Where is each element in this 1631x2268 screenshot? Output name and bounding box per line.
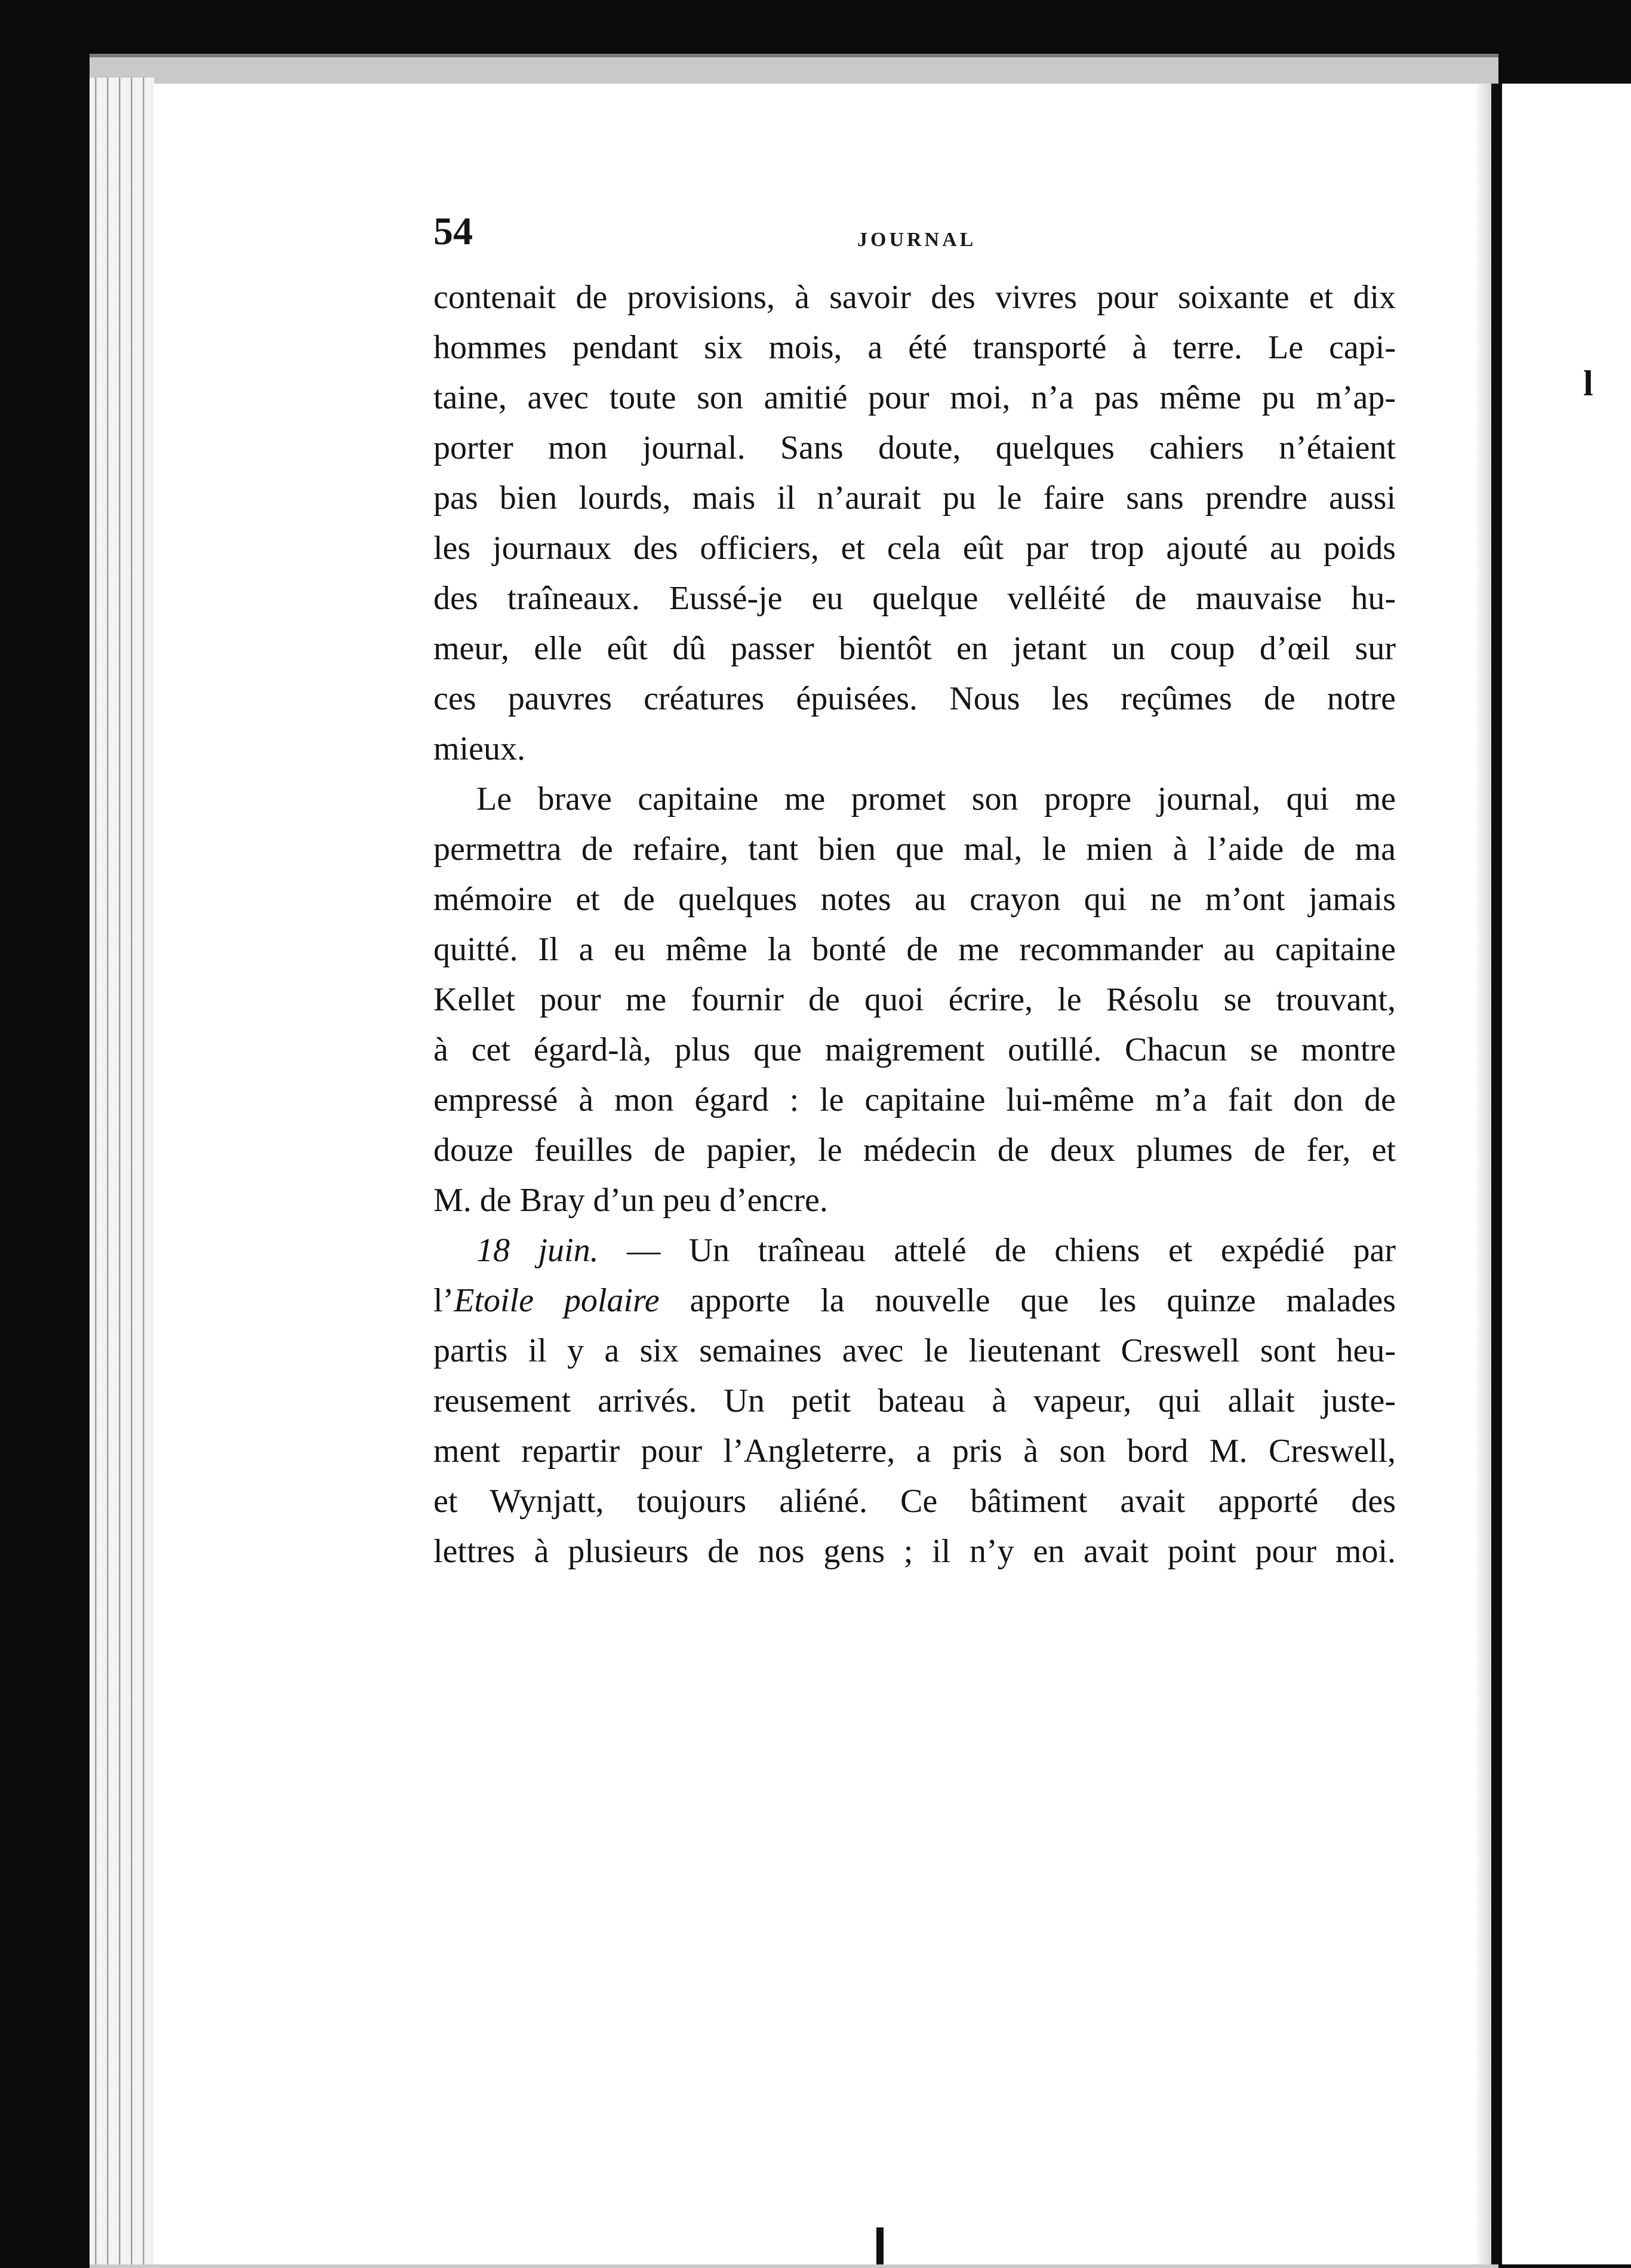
text-line: Le brave capitaine me promet son propre journal, qui me xyxy=(476,780,1396,818)
text-line: partis il y a six semaines avec le lieutenant Creswell sont heu- xyxy=(433,1332,1396,1369)
paragraph-1 xyxy=(433,272,1396,774)
page-number: 54 xyxy=(433,210,473,253)
text-line: et Wynjatt, toujours aliéné. Ce bâtiment avait apporté des xyxy=(433,1483,1396,1520)
facing-page-edge-glyph: l xyxy=(1583,364,1593,403)
page-header xyxy=(433,212,1396,260)
text-line: empressé à mon égard : le capitaine lui-même m’a fait don de xyxy=(433,1081,1396,1118)
text-line xyxy=(433,1276,1396,1326)
running-head: JOURNAL xyxy=(857,229,977,251)
page-gutter-shadow xyxy=(1475,84,1491,2264)
text-line: porter mon journal. Sans doute, quelques cahiers n’étaient xyxy=(433,429,1396,466)
text-line: ment repartir pour l’Angleterre, a pris à son bord M. Creswell, xyxy=(433,1433,1396,1470)
text-line: des traîneaux. Eussé-je eu quelque velléité de mauvaise hu- xyxy=(433,580,1396,617)
text-line: hommes pendant six mois, a été transporté à terre. Le capi- xyxy=(433,329,1396,366)
text-line: ces pauvres créatures épuisées. Nous les reçûmes de notre xyxy=(433,680,1396,717)
text-line: quitté. Il a eu même la bonté de me recommander au capitaine xyxy=(433,931,1396,968)
text-line: à cet égard-là, plus que maigrement outillé. Chacun se montre xyxy=(433,1031,1396,1068)
text-line: mieux. xyxy=(433,730,525,767)
text-line: permettra de refaire, tant bien que mal, le mien à l’aide de ma xyxy=(433,831,1396,868)
text-line: M. de Bray d’un peu d’encre. xyxy=(433,1182,828,1219)
text-fragment: apporte la nouvelle que les quinze malades xyxy=(659,1282,1396,1319)
text-line: Kellet pour me fournir de quoi écrire, le Résolu se trouvant, xyxy=(433,981,1396,1018)
book-spine xyxy=(1491,84,1502,2264)
paragraph-2 xyxy=(433,774,1396,1225)
text-fragment: l’ xyxy=(433,1282,454,1319)
scan-artifact xyxy=(876,2227,884,2264)
body-text xyxy=(433,272,1396,1576)
paragraph-3 xyxy=(433,1225,1396,1576)
text-line: pas bien lourds, mais il n’aurait pu le faire sans prendre aussi xyxy=(433,480,1396,517)
text-line: reusement arrivés. Un petit bateau à vapeur, qui allait juste- xyxy=(433,1382,1396,1419)
text-fragment: — Un traîneau attelé de chiens et expédié par xyxy=(598,1232,1396,1269)
text-line: mémoire et de quelques notes au crayon qui ne m’ont jamais xyxy=(433,881,1396,918)
text-line: douze feuilles de papier, le médecin de deux plumes de fer, et xyxy=(433,1132,1396,1169)
text-line xyxy=(433,1225,1396,1276)
entry-date: 18 juin. xyxy=(476,1232,599,1269)
text-line: taine, avec toute son amitié pour moi, n’a pas même pu m’ap- xyxy=(433,379,1396,416)
page-edges xyxy=(90,78,155,2264)
text-line: contenait de provisions, à savoir des vivres pour soixante et dix xyxy=(433,279,1396,316)
text-line: meur, elle eût dû passer bientôt en jetant un coup d’œil sur xyxy=(433,630,1396,667)
facing-page xyxy=(1502,84,1631,2264)
text-line: lettres à plusieurs de nos gens ; il n’y en avait point pour moi. xyxy=(433,1533,1396,1570)
text-line: les journaux des officiers, et cela eût par trop ajouté au poids xyxy=(433,530,1396,567)
ship-name: Etoile polaire xyxy=(454,1282,660,1319)
